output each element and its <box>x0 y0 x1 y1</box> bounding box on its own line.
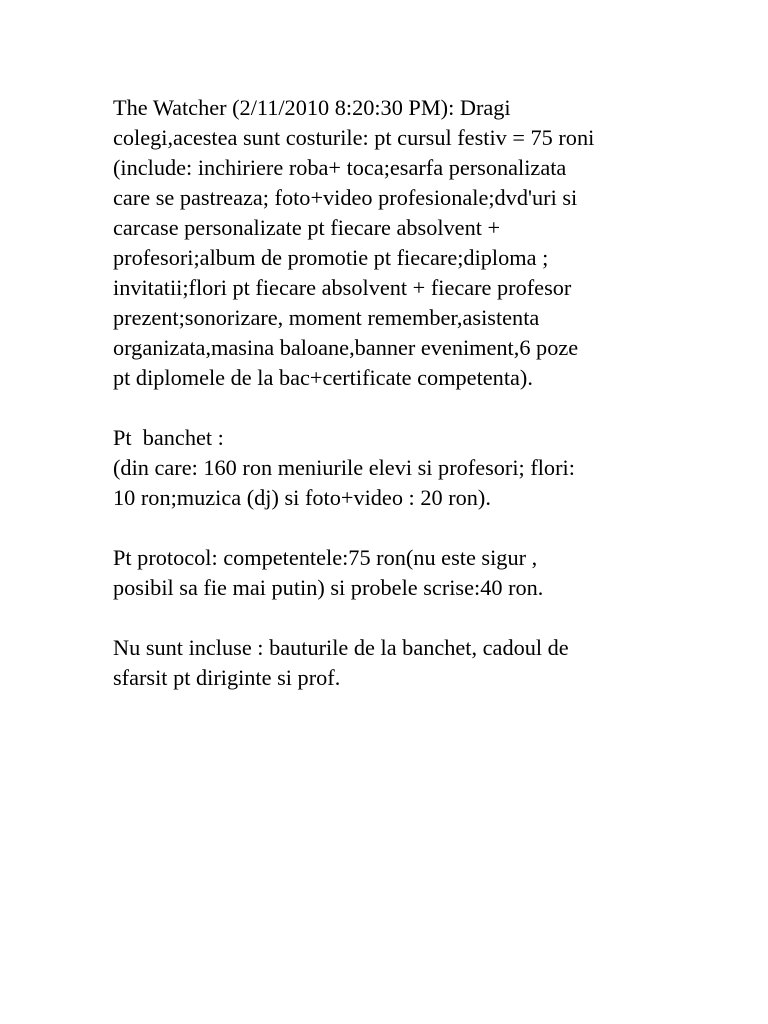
text-line: carcase personalizate pt fiecare absolvent + <box>113 215 501 240</box>
text-line: profesori;album de promotie pt fiecare;diploma ; <box>113 245 549 270</box>
text-line: colegi,acestea sunt costurile: pt cursul festiv = 75 roni <box>113 125 595 150</box>
text-line: organizata,masina baloane,banner eveniment,6 poze <box>113 335 579 360</box>
text-line: invitatii;flori pt fiecare absolvent + fiecare profesor <box>113 275 572 300</box>
text-line: (include: inchiriere roba+ toca;esarfa personalizata <box>113 155 567 180</box>
text-line: The Watcher (2/11/2010 8:20:30 PM): Dragi <box>113 95 511 120</box>
text-line: Pt protocol: competentele:75 ron(nu este sigur , <box>113 545 538 570</box>
paragraph-protocol <box>113 543 673 603</box>
text-line: sfarsit pt diriginte si prof. <box>113 665 341 690</box>
paragraph-costs-festive <box>113 93 673 393</box>
text-line: (din care: 160 ron meniurile elevi si profesori; flori: <box>113 455 575 480</box>
text-line: care se pastreaza; foto+video profesionale;dvd'uri si <box>113 185 578 210</box>
text-line: 10 ron;muzica (dj) si foto+video : 20 ron). <box>113 485 491 510</box>
paragraph-not-included <box>113 633 673 693</box>
text-line: Pt banchet : <box>113 425 224 450</box>
document-body <box>113 93 673 693</box>
paragraph-banquet <box>113 423 673 513</box>
text-line: posibil sa fie mai putin) si probele scrise:40 ron. <box>113 575 544 600</box>
text-line: pt diplomele de la bac+certificate competenta). <box>113 365 533 390</box>
text-line: Nu sunt incluse : bauturile de la banchet, cadoul de <box>113 635 569 660</box>
text-line: prezent;sonorizare, moment remember,asistenta <box>113 305 540 330</box>
